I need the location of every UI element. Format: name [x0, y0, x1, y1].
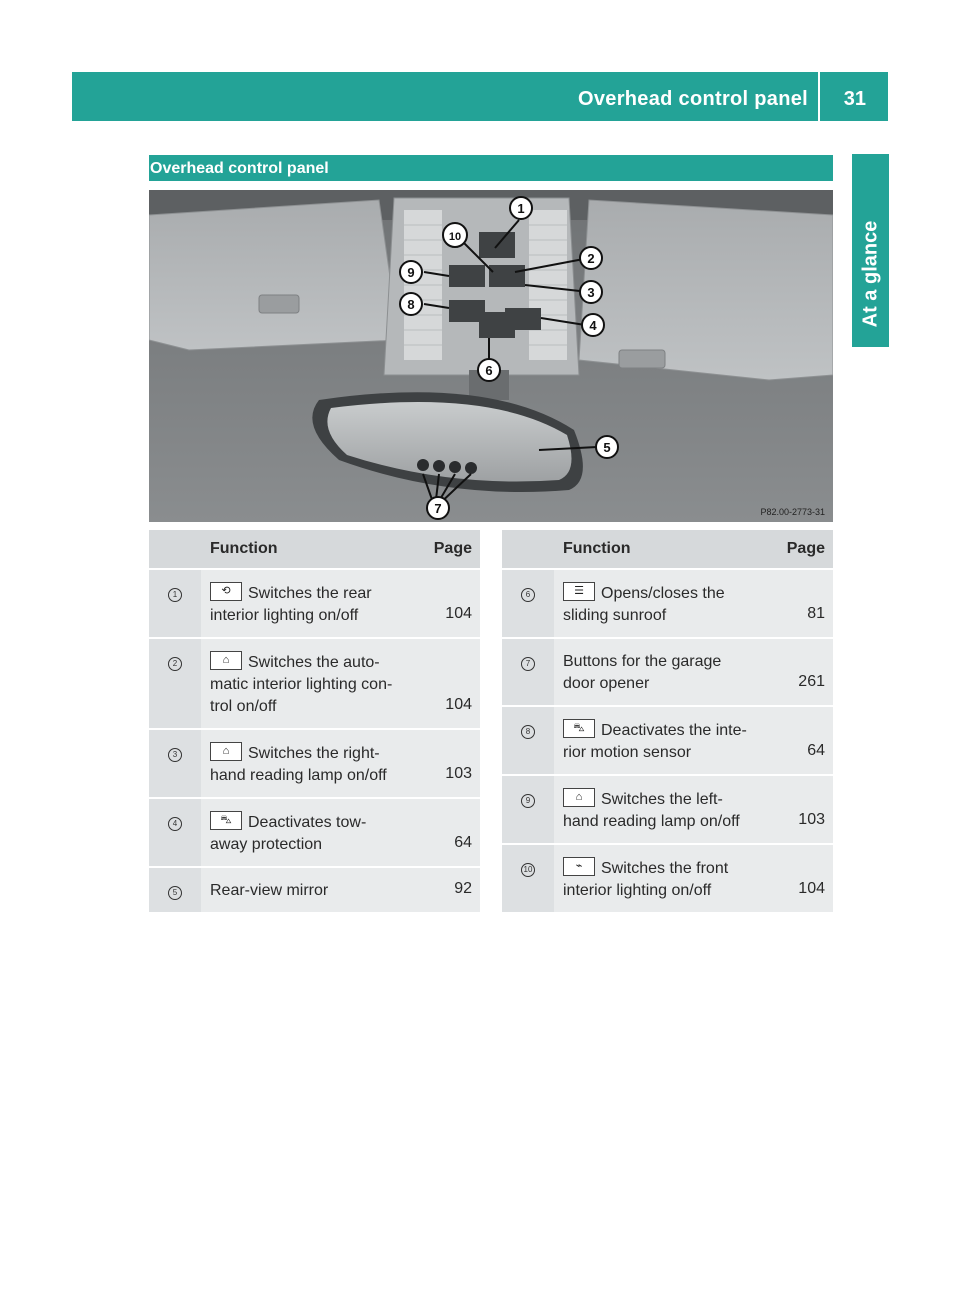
function-text: sliding sunroof	[563, 607, 667, 624]
overhead-panel-illustration	[149, 190, 833, 522]
item-number-cell	[149, 798, 201, 867]
function-cell	[554, 844, 765, 913]
side-tab	[852, 200, 889, 347]
item-number-cell	[502, 775, 554, 844]
function-cell	[554, 569, 765, 638]
function-header: Function	[554, 530, 765, 569]
table-row	[149, 729, 480, 798]
function-text: hand reading lamp on/off	[563, 813, 740, 830]
page-ref: 104	[412, 569, 480, 638]
function-table-right	[502, 530, 833, 914]
callout-6: 6	[485, 363, 493, 378]
item-number-cell	[502, 706, 554, 775]
callout-4: 4	[589, 318, 597, 333]
callout-1: 1	[517, 201, 525, 216]
page-ref: 81	[765, 569, 833, 638]
table-header-row	[149, 530, 480, 569]
item-number-cell	[502, 638, 554, 706]
function-text-line1: Deactivates tow-	[248, 814, 367, 831]
motion-sensor-off-icon: ⛍	[563, 719, 595, 738]
function-text-line1: Deactivates the inte-	[601, 722, 747, 739]
item-number: 5	[168, 886, 182, 900]
table-row	[502, 706, 833, 775]
callout-7: 7	[434, 501, 442, 516]
table-row	[502, 844, 833, 913]
page-header	[72, 72, 888, 121]
item-number-cell	[149, 569, 201, 638]
function-text-line1: Switches the rear	[248, 585, 372, 602]
item-number-cell	[149, 867, 201, 913]
callout-8: 8	[407, 297, 415, 312]
function-cell	[554, 775, 765, 844]
function-text-line1: Switches the right-	[248, 745, 380, 762]
table-row	[149, 569, 480, 638]
reading-lamp-icon: ⌂	[210, 742, 242, 761]
item-number-cell	[149, 638, 201, 729]
page-ref: 64	[765, 706, 833, 775]
side-tab-label: At a glance	[859, 220, 881, 327]
item-number: 3	[168, 748, 182, 762]
function-text: away protection	[210, 836, 323, 853]
tow-away-off-icon: ⛍	[210, 811, 242, 830]
callout-9: 9	[407, 265, 415, 280]
front-light-icon: ⌁	[563, 857, 595, 876]
page-header: Page	[412, 530, 480, 569]
side-tab-block	[852, 154, 889, 200]
function-text: matic interior lighting con- trol on/off	[210, 676, 393, 715]
item-number-cell	[502, 844, 554, 913]
figure-code: P82.00-2773-31	[760, 507, 825, 517]
item-number: 8	[521, 725, 535, 739]
callout-2: 2	[587, 251, 595, 266]
item-number: 2	[168, 657, 182, 671]
section-heading	[149, 155, 833, 181]
function-text: Buttons for the garage door opener	[563, 653, 722, 692]
table-row	[149, 638, 480, 729]
table-row	[149, 867, 480, 913]
num-header	[149, 530, 201, 569]
function-table-left	[149, 530, 480, 914]
function-text-line1: Switches the left-	[601, 791, 723, 808]
table-row	[502, 569, 833, 638]
table-row	[502, 638, 833, 706]
page-number: 31	[843, 88, 866, 110]
function-text-line1: Switches the auto-	[248, 654, 380, 671]
function-text-line1: Switches the front	[601, 860, 729, 877]
item-number: 4	[168, 817, 182, 831]
function-cell	[201, 638, 412, 729]
table-header-row	[502, 530, 833, 569]
function-cell	[201, 798, 412, 867]
function-cell	[201, 729, 412, 798]
page-ref: 92	[412, 867, 480, 913]
function-cell	[554, 638, 765, 706]
page-ref: 103	[412, 729, 480, 798]
function-text: interior lighting on/off	[210, 607, 359, 624]
table-row	[149, 798, 480, 867]
header-title: Overhead control panel	[578, 72, 820, 121]
page-ref: 104	[412, 638, 480, 729]
callout-5: 5	[603, 440, 611, 455]
num-header	[502, 530, 554, 569]
callout-10: 10	[448, 231, 462, 243]
item-number: 1	[168, 588, 182, 602]
item-number-cell	[502, 569, 554, 638]
function-text: hand reading lamp on/off	[210, 767, 387, 784]
item-number: 7	[521, 657, 535, 671]
function-cell	[554, 706, 765, 775]
function-cell	[201, 867, 412, 913]
table-row	[502, 775, 833, 844]
section-title: Overhead control panel	[150, 160, 329, 177]
function-cell	[201, 569, 412, 638]
page-header: Page	[765, 530, 833, 569]
function-header: Function	[201, 530, 412, 569]
item-number: 9	[521, 794, 535, 808]
reading-lamp-icon: ⌂	[563, 788, 595, 807]
item-number: 10	[521, 863, 535, 877]
function-text: rior motion sensor	[563, 744, 692, 761]
function-text: Rear-view mirror	[210, 882, 329, 899]
function-text: interior lighting on/off	[563, 882, 712, 899]
callout-3: 3	[587, 285, 595, 300]
item-number: 6	[521, 588, 535, 602]
sunroof-icon: ☰	[563, 582, 595, 601]
rear-light-icon: ⟲	[210, 582, 242, 601]
page-ref: 104	[765, 844, 833, 913]
page-ref: 103	[765, 775, 833, 844]
page-ref: 261	[765, 638, 833, 706]
item-number-cell	[149, 729, 201, 798]
function-text-line1: Opens/closes the	[601, 585, 725, 602]
page-ref: 64	[412, 798, 480, 867]
auto-light-off-icon: ⌂	[210, 651, 242, 670]
